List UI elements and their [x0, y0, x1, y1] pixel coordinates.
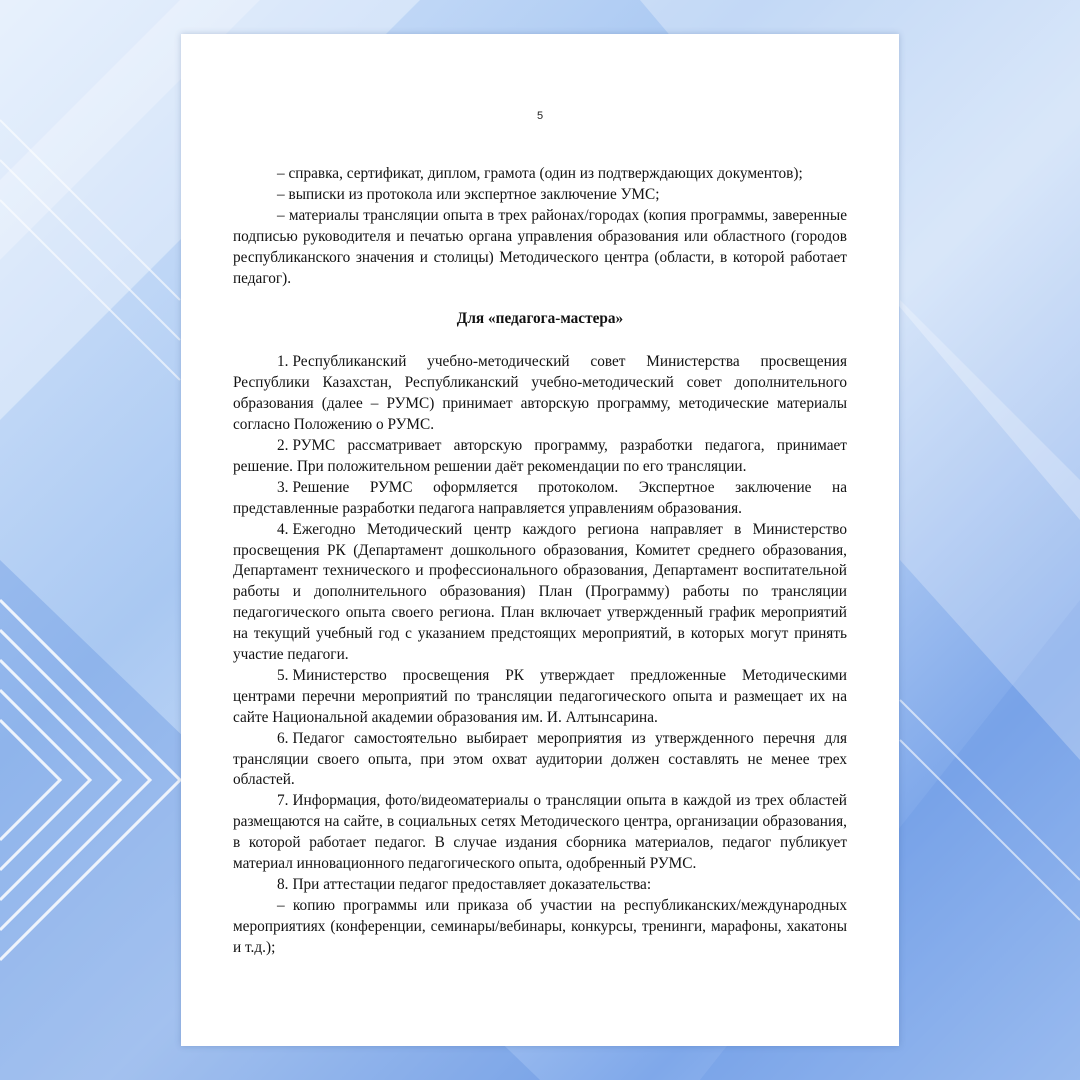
item-text: Информация, фото/видеоматериалы о трансляции опыта в каждой из трех областей размещаются на сайте, в социальных сетях Методического центра, организации образования, в которой работает педагог. В случае издания сборника материалов, педагог публикует материал инновационного педагогического опыта, одобренный РУМС.	[233, 792, 847, 873]
item-number: 2.	[277, 436, 289, 454]
item-text: Ежегодно Методический центр каждого региона направляет в Министерство просвещения РК (Департамент дошкольного образования, Комитет среднего образования, Департамент технического и профессионального образования, Департамент воспитательной работы и дополнительного образования) План (Программу) работы по трансляции педагогического опыта своего региона. План включает утвержденный график мероприятий на текущий учебный год с указанием предстоящих мероприятий, в которых могут принять участие педагоги.	[233, 520, 847, 664]
page-number: 5	[536, 110, 544, 122]
section-heading: Для «педагога-мастера»	[456, 310, 624, 328]
numbered-item	[233, 478, 847, 520]
list-item: – копию программы или приказа об участии на республиканских/международных мероприятиях (конференции, семинары/вебинары, конкурсы, тренинги, марафоны, хакатоны и т.д.);	[233, 896, 847, 956]
document-page	[181, 34, 899, 1046]
item-text: Педагог самостоятельно выбирает мероприятия из утвержденного перечня для трансляции своего опыта, при этом охват аудитории должен составлять не менее трех областей.	[233, 729, 847, 789]
item-number: 3.	[277, 478, 289, 496]
numbered-item	[233, 791, 847, 875]
numbered-item	[233, 875, 847, 896]
document-body	[233, 164, 847, 959]
item-text: Министерство просвещения РК утверждает предложенные Методическими центрами перечни мероприятий по трансляции педагогического опыта и размещает их на сайте Национальной академии образования им. И. Алтынсарина.	[233, 666, 847, 726]
item-text: При аттестации педагог предоставляет доказательства:	[292, 876, 652, 893]
item-number: 6.	[277, 729, 289, 747]
list-item: – справка, сертификат, диплом, грамота (один из подтверждающих документов);	[277, 165, 803, 182]
numbered-item	[233, 352, 847, 436]
list-item: – материалы трансляции опыта в трех районах/городах (копия программы, заверенные подписью руководителя и печатью органа управления образования или областного (городов республиканского значения и столицы) Методического центра (области, в которой работает педагог).	[233, 206, 847, 287]
numbered-item	[233, 520, 847, 666]
numbered-item	[233, 666, 847, 729]
item-number: 1.	[277, 353, 289, 371]
item-number: 4.	[277, 520, 289, 538]
item-number: 7.	[277, 792, 289, 810]
numbered-item	[233, 436, 847, 478]
list-item: – выписки из протокола или экспертное заключение УМС;	[277, 185, 660, 203]
numbered-item	[233, 729, 847, 792]
item-number: 8.	[277, 876, 289, 893]
item-text: РУМС рассматривает авторскую программу, разработки педагога, принимает решение. При положительном решении даёт рекомендации по его трансляции.	[233, 436, 847, 475]
item-text: Решение РУМС оформляется протоколом. Экспертное заключение на представленные разработки педагога направляется управлениям образования.	[233, 478, 847, 517]
item-text: Республиканский учебно-методический совет Министерства просвещения Республики Казахстан, Республиканский учебно-методический совет дополнительного образования (далее – РУМС) принимает авторскую программу, методические материалы согласно Положению о РУМС.	[233, 353, 847, 434]
item-number: 5.	[277, 666, 289, 684]
